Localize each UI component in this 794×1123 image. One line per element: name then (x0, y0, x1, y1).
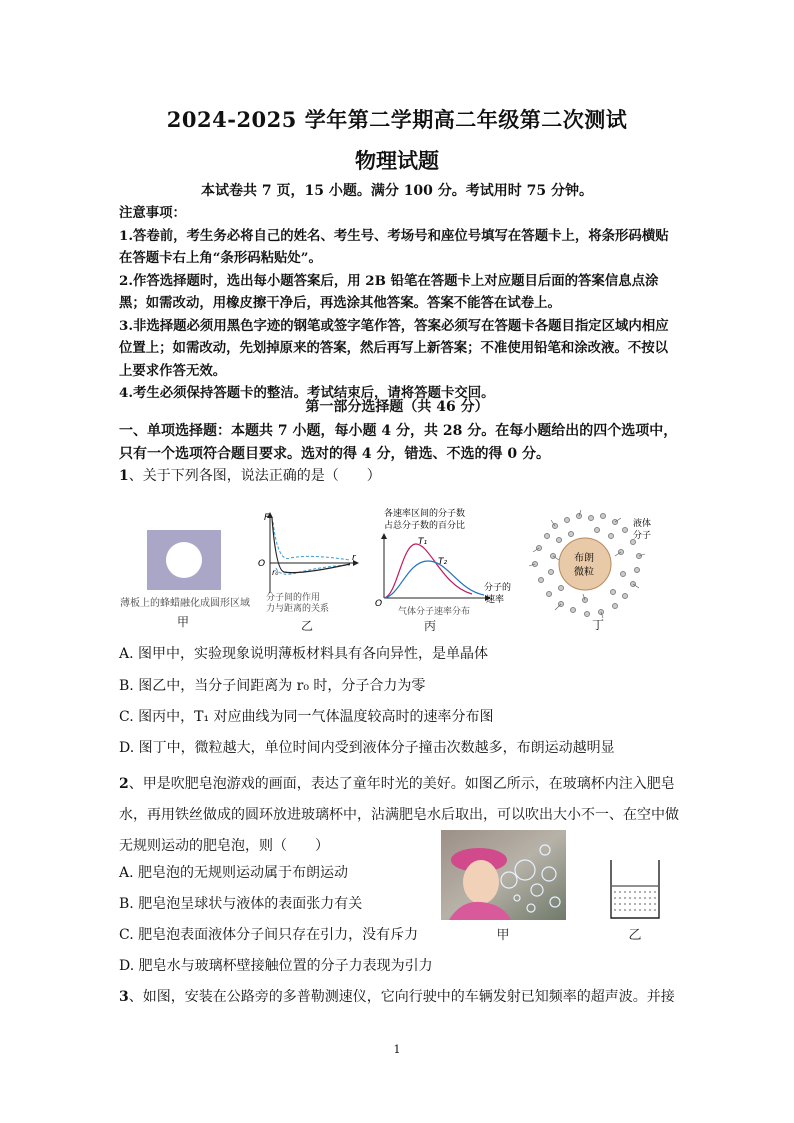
q3-number: 3 (119, 989, 129, 1005)
q1-number: 1 (119, 468, 129, 484)
q1-option-c: C. 图丙中，T₁ 对应曲线为同一气体温度较高时的速率分布图 (119, 709, 494, 725)
q2-option-b: B. 肥皂泡呈球状与液体的表面张力有关 (119, 896, 363, 912)
q2-stem (119, 769, 679, 862)
bing-ylabel-1: 各速率区间的分子数 (384, 509, 466, 519)
q1-option-a: A. 图甲中，实验现象说明薄板材料具有各向异性，是单晶体 (119, 646, 489, 662)
fig-yi-label: 乙 (300, 619, 313, 633)
fig-q2-photo (441, 830, 566, 920)
face (463, 860, 499, 904)
q2-stem-text-1: 、甲是吹肥皂泡游戏的画面，表达了童年时光的美好。如图乙所示，在玻璃杯内注入肥皂 (128, 776, 675, 792)
ding-particle-1: 布朗 (574, 553, 594, 564)
note-item-3: 3.非选择题必须用黑色字迹的钢笔或签字笔作答，答案必须写在答题卡各题目指定区域内相应位置上；如需改动，先划掉原来的答案，然后再写上新答案；不准使用铅笔和涂改液。不按以上要求作答无效。 (119, 317, 669, 379)
q2-option-d: D. 肥皂水与玻璃杯壁接触位置的分子力表现为引力 (119, 958, 433, 974)
yi-axis-r: r (352, 553, 356, 563)
yi-desc-2: 力与距离的关系 (266, 604, 330, 614)
bing-desc: 气体分子速率分布 (398, 607, 471, 617)
page-number: 1 (393, 1043, 401, 1056)
ding-particle-2: 微粒 (574, 567, 594, 578)
bing-t2-label: T₂ (438, 557, 448, 567)
fig-q2-beaker (605, 856, 665, 926)
brownian-particle (559, 538, 611, 590)
exam-title: 2024-2025 学年第二学期高二年级第二次测试 (166, 107, 628, 132)
exam-info: 本试卷共 7 页，15 小题。满分 100 分。考试用时 75 分钟。 (200, 183, 594, 199)
fig-jia-desc: 薄板上的蜂蜡融化成圆形区域 (120, 598, 250, 609)
fig-ding-label: 丁 (591, 618, 604, 632)
q3-stem (119, 987, 679, 1007)
bing-xlabel-2: 速率 (486, 595, 505, 605)
q1-option-d: D. 图丁中，微粒越大，单位时间内受到液体分子撞击次数越多，布朗运动越明显 (119, 740, 615, 756)
bing-xlabel-1: 分子的 (484, 583, 512, 593)
fig-q2-yi-label: 乙 (628, 928, 642, 943)
fig-q2-jia-label: 甲 (496, 928, 510, 943)
yi-origin: O (258, 559, 266, 569)
section-instructions: 一、单项选择题：本题共 7 小题，每小题 4 分，共 28 分。在每小题给出的四个选项中，只有一个选项符合题目要求。选对的得 4 分，错选、不选的得 0 分。 (119, 423, 678, 462)
beaker-outline (611, 860, 659, 918)
yi-net-force-curve (272, 518, 350, 573)
soapy-water (614, 892, 656, 910)
q2-option-c: C. 肥皂泡表面液体分子间只存在引力，没有斥力 (119, 927, 419, 943)
fig-bing-label: 丙 (423, 619, 436, 633)
notes-heading: 注意事项： (119, 205, 186, 221)
fig-ding-graph (525, 508, 665, 624)
fig-jia-plate (147, 530, 221, 590)
fig-bing-graph (372, 506, 522, 618)
q2-line-3: 无规则运动的肥皂泡，则（ ） (119, 838, 329, 854)
note-item-2: 2.作答选择题时，选出每小题答案后，用 2B 铅笔在答题卡上对应题目后面的答案信息点涂黑；如需改动，用橡皮擦干净后，再选涂其他答案。答案不能答在试卷上。 (119, 272, 659, 311)
q2-number: 2 (119, 776, 129, 792)
q2-line-1 (119, 769, 679, 800)
subject-title: 物理试题 (355, 148, 439, 173)
q3-stem-text: 、如图，安装在公路旁的多普勒测速仪，它向行驶中的车辆发射已知频率的超声波。并接 (128, 989, 675, 1005)
yi-r0: r₀ (272, 568, 279, 577)
yi-repulsion-curve (273, 522, 350, 560)
melted-wax-circle (166, 542, 202, 578)
q2-line-2: 水，再用铁丝做成的圆环放进玻璃杯中，沾满肥皂水后取出，可以吹出大小不一、在空中做 (119, 807, 679, 823)
ding-liquid-2: 分子 (633, 531, 652, 541)
q2-option-a: A. 肥皂泡的无规则运动属于布朗运动 (119, 865, 349, 881)
yi-desc-1: 分子间的作用 (266, 593, 321, 603)
ding-liquid-1: 液体 (633, 519, 652, 529)
q1-stem (119, 466, 679, 486)
bing-t1-label: T₁ (418, 537, 428, 547)
part1-title: 第一部分选择题（共 46 分） (305, 399, 489, 415)
q1-stem-text: 、关于下列各图，说法正确的是（ ） (128, 468, 381, 484)
fig-jia-label: 甲 (176, 615, 189, 629)
note-item-1: 1.答卷前，考生务必将自己的姓名、考生号、考场号和座位号填写在答题卡上，将条形码横贴在答题卡右上角“条形码粘贴处”。 (119, 227, 669, 266)
q1-option-b: B. 图乙中，当分子间距离为 r₀ 时，分子合力为零 (119, 678, 426, 694)
bing-curve-t1 (384, 544, 472, 598)
note-item-4: 4.考生必须保持答题卡的整洁。考试结束后，请将答题卡交回。 (119, 385, 495, 401)
fig-yi-graph (250, 508, 365, 628)
notes-block (119, 202, 679, 405)
bing-origin: O (375, 599, 383, 609)
bing-ylabel-2: 占总分子数的百分比 (384, 521, 466, 531)
yi-axis-f: F (264, 513, 270, 523)
